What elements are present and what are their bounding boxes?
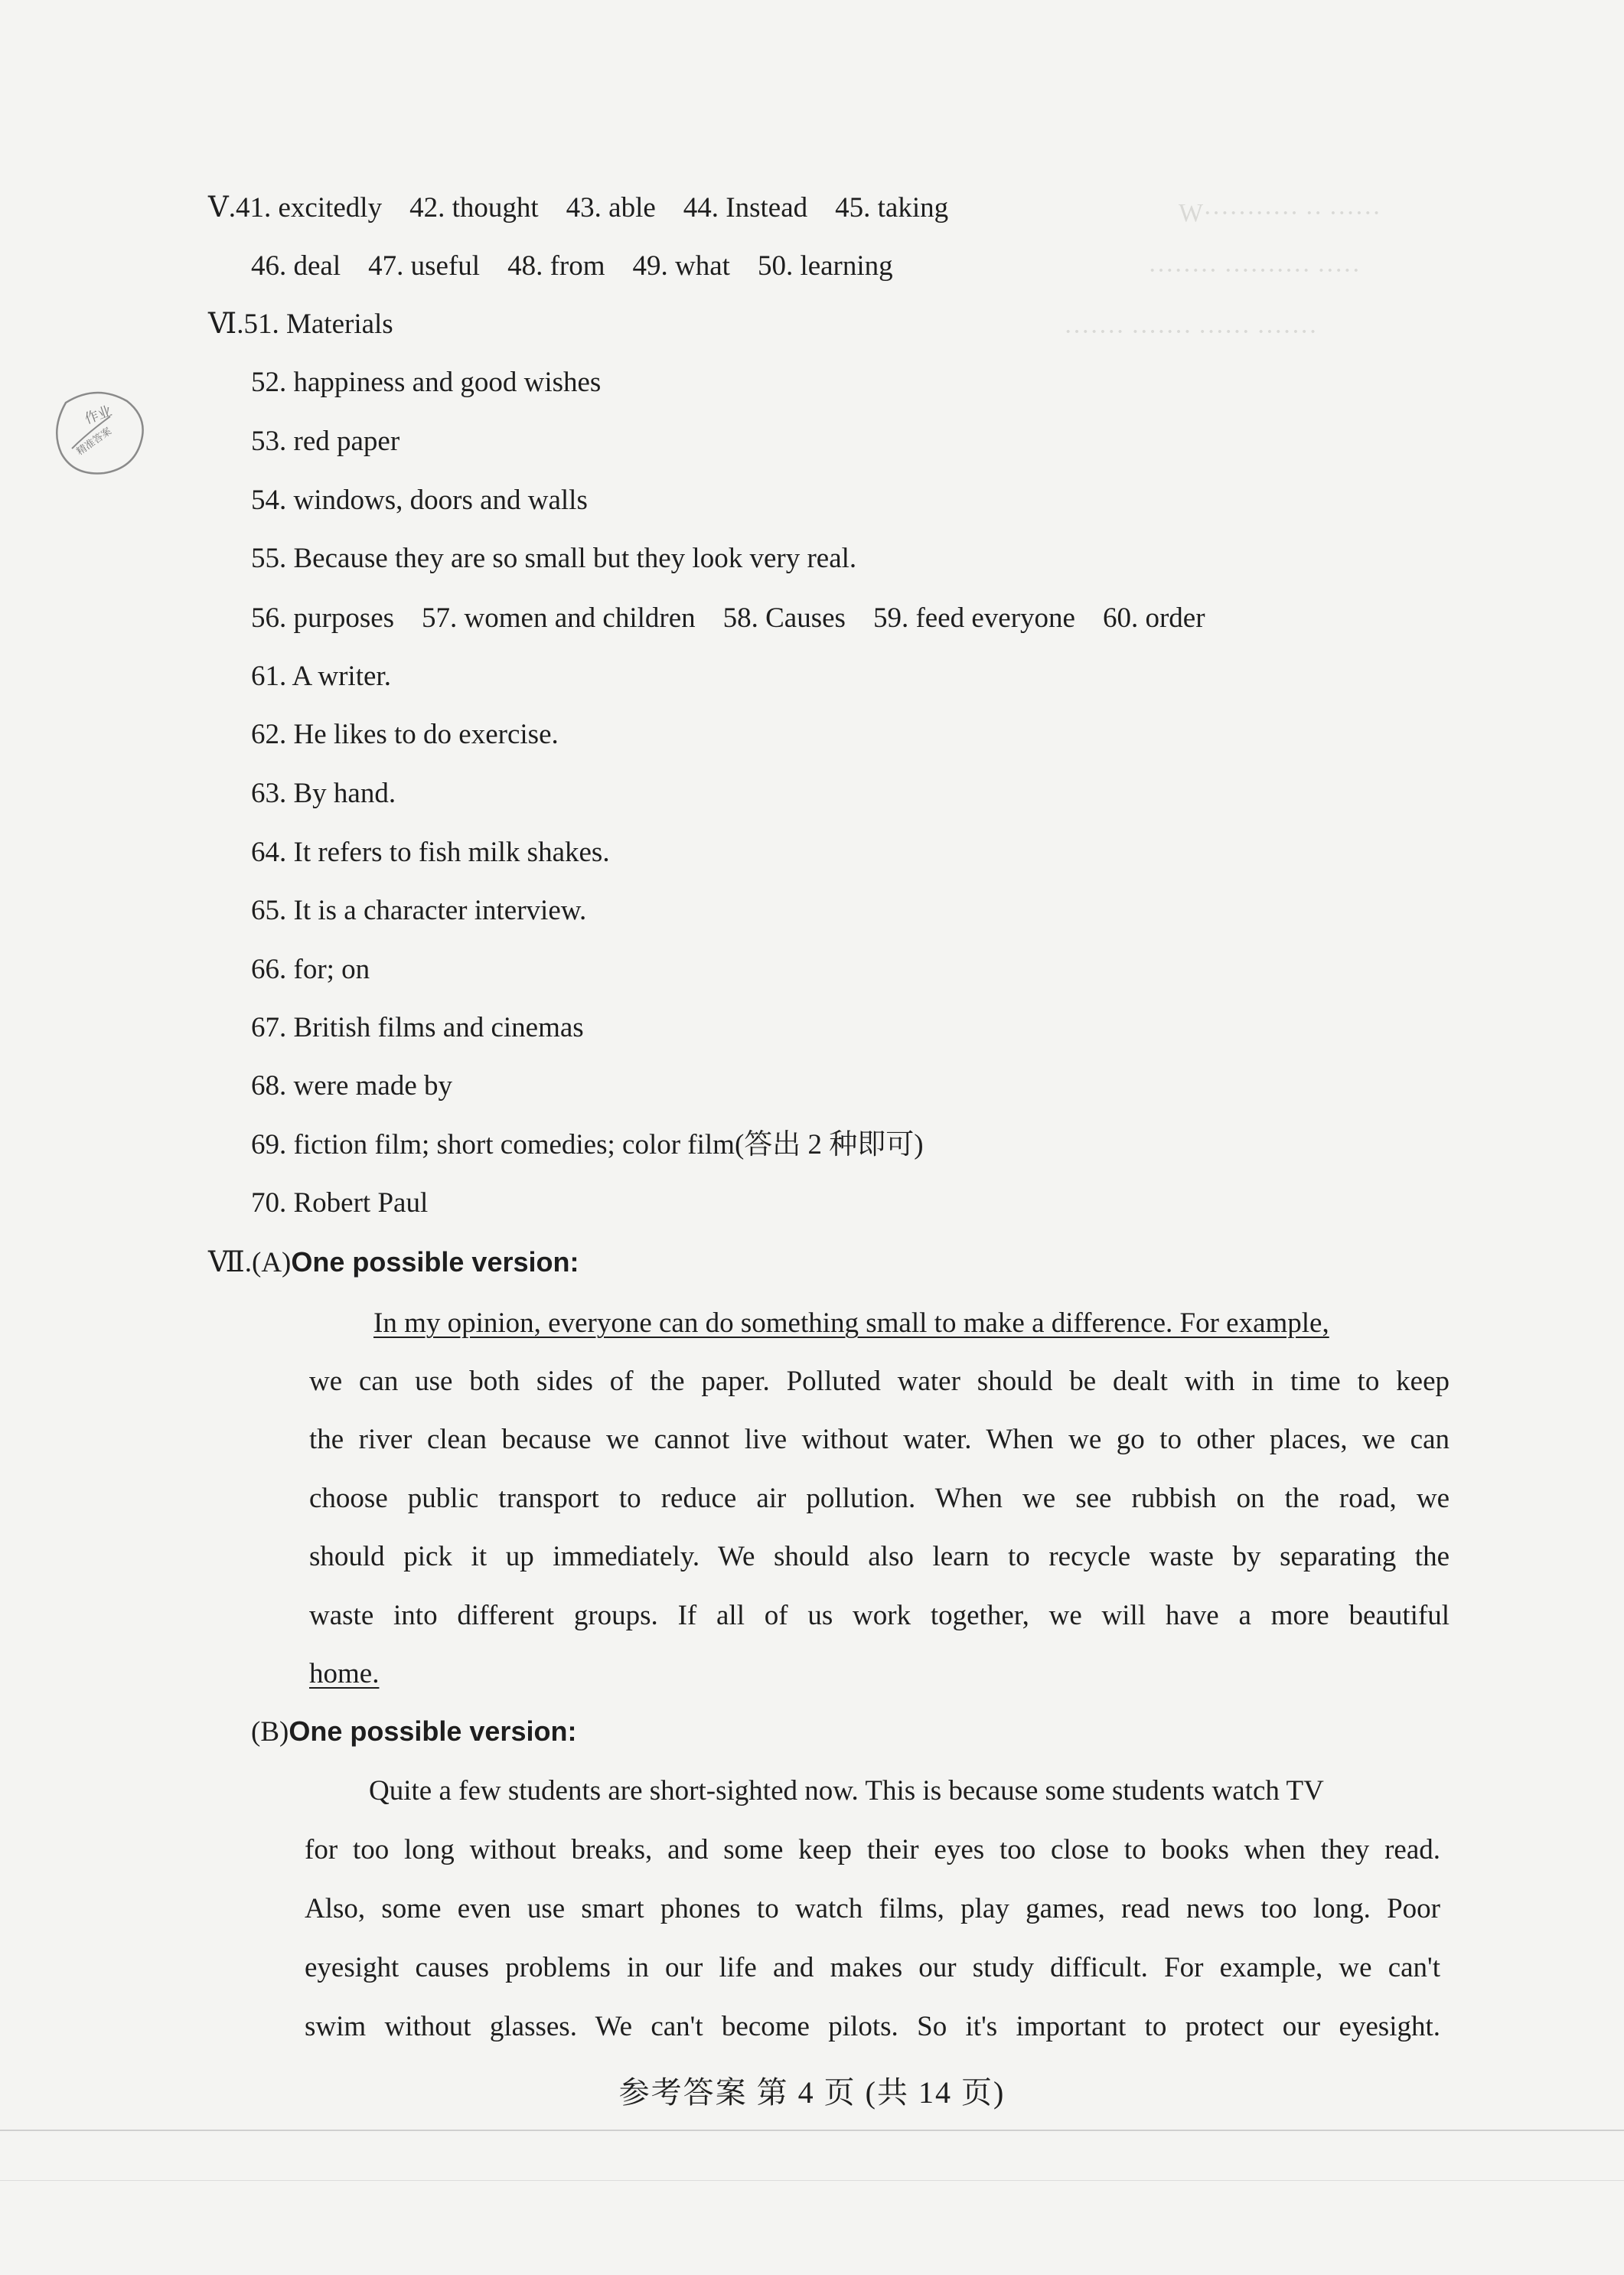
stamp-text-2: 精准答案 [73,425,114,458]
answer-66: 66. for; on [251,954,370,985]
answer-67: 67. British films and cinemas [251,1012,584,1043]
answer-57: 57. women and children [422,602,696,634]
answer-70: 70. Robert Paul [251,1187,429,1219]
essay-b-line-5: swim without glasses. We can't become pilots. So it's important to protect our eyesight. [305,2011,1440,2042]
answer-68: 68. were made by [251,1070,453,1102]
part-b-heading: One possible version: [289,1715,577,1747]
answer-55: 55. Because they are so small but they look very real. [251,543,857,574]
part-a-tag: (A) [252,1247,292,1278]
answer-44: 44. Instead [683,192,808,224]
essay-a-line-7 [309,1657,379,1691]
essay-b-line-2: for too long without breaks, and some keep their eyes too close to books when they read. [305,1834,1440,1865]
answer-54: 54. windows, doors and walls [251,485,588,516]
answer-56: 56. purposes [251,602,395,634]
essay-a-line-3: the river clean because we cannot live without water. When we go to other places, we can [309,1424,1450,1455]
section-7-heading-a [208,1245,579,1280]
answer-48: 48. from [507,250,605,282]
bleed-through-text: ······· ······· ······ ······· [1064,318,1318,346]
essay-b-line-1: Quite a few students are short-sighted now. This is because some students watch TV [369,1775,1324,1807]
section-6-label: Ⅵ. [208,308,244,340]
answer-43: 43. able [566,192,656,224]
essay-a-line-2: we can use both sides of the paper. Polluted water should be dealt with in time to keep [309,1366,1450,1397]
section-6-row-56 [251,602,1205,635]
answer-53: 53. red paper [251,426,400,457]
answer-59: 59. feed everyone [872,602,1075,634]
answer-49: 49. what [632,250,730,282]
answer-51: 51. Materials [243,308,393,340]
answer-47: 47. useful [368,250,481,282]
section-7-heading-b [251,1715,576,1749]
answer-69: 69. fiction film; short comedies; color film(答出 2 种即可) [251,1129,924,1160]
essay-a-line-6: waste into different groups. If all of us work together, we will have a more beautiful [309,1600,1450,1631]
answer-65: 65. It is a character interview. [251,895,587,926]
essay-a-line-1-text: In my opinion, everyone can do something small to make a difference. For example, [373,1307,1329,1339]
answer-58: 58. Causes [722,602,846,634]
section-5-row-2 [251,250,893,283]
answer-64: 64. It refers to fish milk shakes. [251,837,610,868]
divider [0,2180,1624,2181]
answer-52: 52. happiness and good wishes [251,367,602,398]
part-b-tag: (B) [251,1716,289,1748]
answer-46: 46. deal [251,250,341,282]
section-5-label: Ⅴ. [208,192,236,224]
stamp-text-1: 作业 [83,403,114,427]
answer-62: 62. He likes to do exercise. [251,719,559,750]
essay-a-line-7-text: home. [309,1658,380,1689]
essay-b-line-3: Also, some even use smart phones to watch films, play games, read news too long. Poor [305,1893,1440,1924]
answer-50: 50. learning [757,250,893,282]
section-7-label: Ⅶ. [208,1247,252,1278]
section-6-row-51 [208,308,393,341]
answer-45: 45. taking [835,192,949,224]
page-footer: 参考答案 第 4 页 (共 14 页) [618,2075,1006,2110]
answer-60: 60. order [1102,602,1205,634]
answer-61: 61. A writer. [251,661,391,692]
essay-b-line-4: eyesight causes problems in our life and makes our study difficult. For example, we can't [305,1952,1440,1983]
part-a-heading: One possible version: [291,1246,579,1278]
essay-a-line-5: should pick it up immediately. We should also learn to recycle waste by separating the [309,1541,1450,1572]
essay-a-line-1 [373,1307,1329,1340]
answer-63: 63. By hand. [251,778,396,809]
section-5-row-1 [208,191,948,225]
bleed-through-text: W··········· ·· ······ [1179,199,1381,227]
answer-42: 42. thought [409,192,539,224]
bleed-through-text: ········ ·········· ····· [1148,256,1361,285]
divider [0,2130,1624,2131]
answer-41: 41. excitedly [235,192,383,224]
essay-a-line-4: choose public transport to reduce air pollution. When we see rubbish on the road, we [309,1483,1450,1514]
homework-stamp [51,387,150,478]
